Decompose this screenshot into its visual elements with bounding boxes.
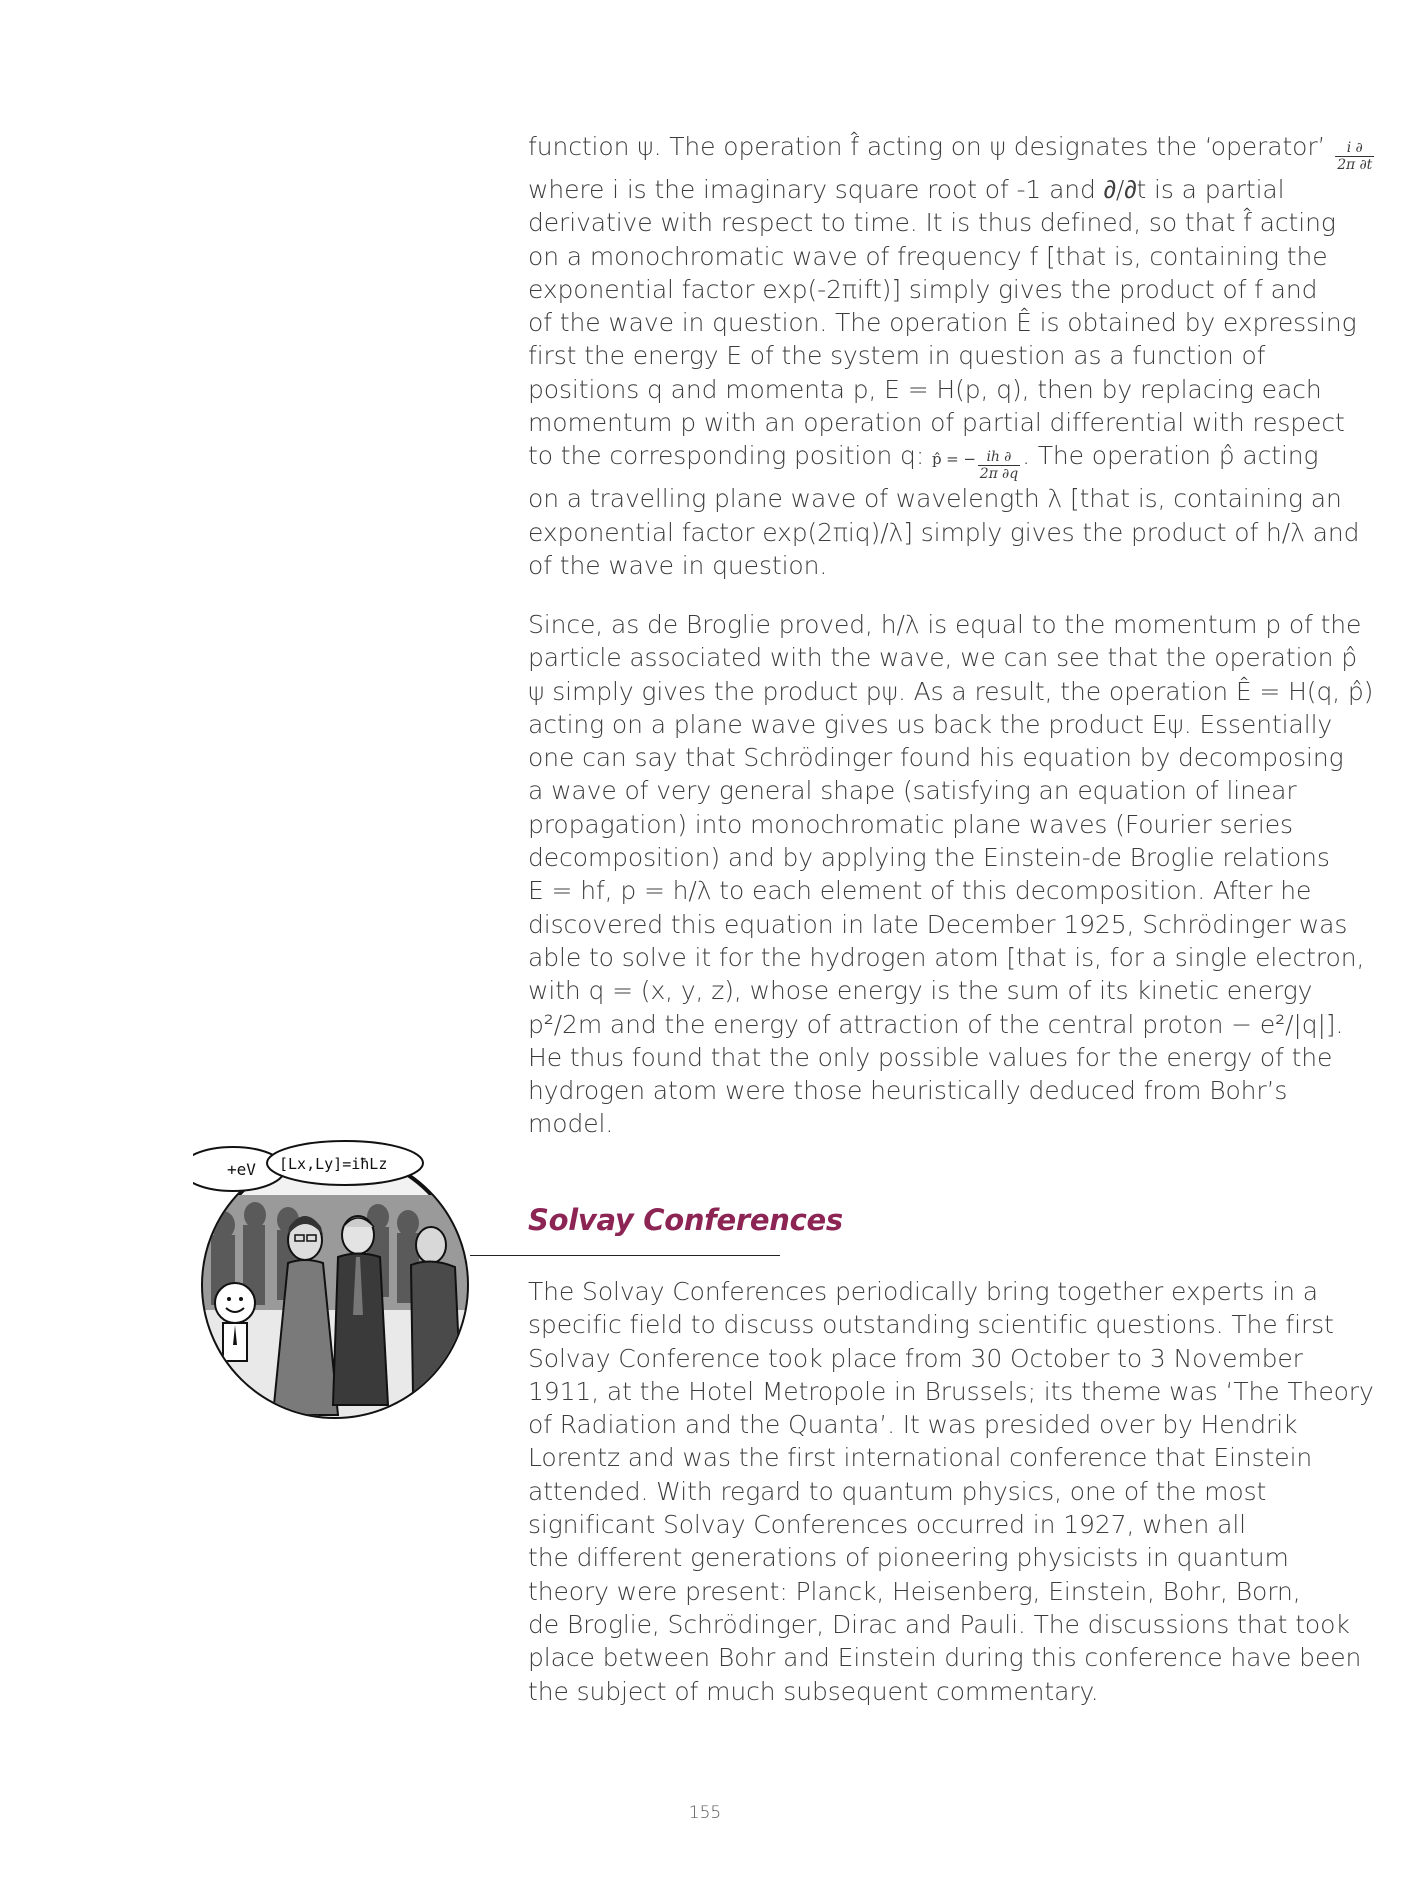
- section-heading: Solvay Conferences: [528, 1203, 843, 1237]
- text-line: able to solve it for the hydrogen atom [that is, for a single electron,: [528, 942, 1365, 972]
- fraction-i-over-2pi: $\frac{i \partial}{2\pi \partial t}$: [1337, 140, 1373, 173]
- text-line: Since, as de Broglie proved, h/λ is equal to the momentum p of the: [528, 610, 1362, 639]
- text-line: discovered this equation in late December 1925, Schrödinger was: [528, 909, 1348, 939]
- text-line: one can say that Schrödinger found his equation by decomposing: [528, 743, 1344, 773]
- text-line: propagation) into monochromatic plane waves (Fourier series: [528, 809, 1293, 839]
- text-line: to the corresponding position q: p̂ = − $\frac{ih \partial}{2\pi \partial q}$ . The operation p̂ acting: [528, 441, 1319, 483]
- text-line: The Solvay Conferences periodically bring together experts in a: [528, 1277, 1318, 1306]
- text-line: exponential factor exp(-2πift)] simply gives the product of f and: [528, 274, 1318, 304]
- text-line: He thus found that the only possible values for the energy of the: [528, 1042, 1333, 1072]
- fraction-ih-over-2pi: $\frac{ih \partial}{2\pi \partial q}$: [979, 449, 1019, 483]
- page-number: 155: [688, 1803, 722, 1823]
- text-line: de Broglie, Schrödinger, Dirac and Pauli. The discussions that took: [528, 1609, 1350, 1639]
- text-line: particle associated with the wave, we can see that the operation p̂: [528, 643, 1358, 673]
- heading-divider: [470, 1255, 780, 1256]
- text-line: on a travelling plane wave of wavelength λ [that is, containing an: [528, 484, 1342, 514]
- text-line: Lorentz and was the first international conference that Einstein: [528, 1443, 1313, 1473]
- text-line: model.: [528, 1109, 614, 1139]
- text-line: hydrogen atom were those heuristically deduced from Bohr’s: [528, 1076, 1288, 1106]
- paragraph-schrodinger-derivation: [528, 608, 1374, 1141]
- text-line: on a monochromatic wave of frequency f [that is, containing the: [528, 241, 1328, 271]
- text-line: with q = (x, y, z), whose energy is the sum of its kinetic energy: [528, 976, 1313, 1006]
- text-line: of the wave in question.: [528, 550, 828, 580]
- svg-text:[Lx,Ly]=iħLz: [Lx,Ly]=iħLz: [279, 1155, 388, 1173]
- text-line: exponential factor exp(2πiq)/λ] simply gives the product of h/λ and: [528, 517, 1360, 547]
- text-line: a wave of very general shape (satisfying an equation of linear: [528, 776, 1297, 806]
- text-line: theory were present: Planck, Heisenberg, Einstein, Bohr, Born,: [528, 1576, 1301, 1606]
- text-line: specific field to discuss outstanding scientific questions. The first: [528, 1310, 1334, 1340]
- text-line: where i is the imaginary square root of -1 and ∂/∂t is a partial: [528, 175, 1285, 204]
- text-line: of Radiation and the Quanta’. It was presided over by Hendrik: [528, 1410, 1298, 1440]
- svg-text:+eV: +eV: [227, 1160, 256, 1179]
- text-line: the subject of much subsequent commentary.: [528, 1676, 1099, 1706]
- text-line: first the energy E of the system in question as a function of: [528, 341, 1266, 371]
- text-line: derivative with respect to time. It is thus defined, so that f̂ acting: [528, 208, 1336, 238]
- text-line: place between Bohr and Einstein during this conference have been: [528, 1643, 1362, 1673]
- speech-bubble-right: [267, 1141, 423, 1185]
- text-line: ψ simply gives the product pψ. As a result, the operation Ê = H(q, p̂): [528, 676, 1374, 706]
- text-line: acting on a plane wave gives us back the product Eψ. Essentially: [528, 709, 1333, 739]
- text-line: of the wave in question. The operation Ê is obtained by expressing: [528, 308, 1357, 338]
- text-line: attended. With regard to quantum physics, one of the most: [528, 1476, 1267, 1506]
- paragraph-operator-definitions: [528, 130, 1373, 582]
- text-line: the different generations of pioneering physicists in quantum: [528, 1543, 1289, 1573]
- text-line: positions q and momenta p, E = H(p, q), then by replacing each: [528, 374, 1322, 404]
- text-line: E = hf, p = h/λ to each element of this decomposition. After he: [528, 876, 1312, 906]
- text-line: momentum p with an operation of partial differential with respect: [528, 408, 1345, 438]
- solvay-illustration: [193, 1135, 478, 1420]
- text-line: function ψ. The operation f̂ acting on ψ designates the ‘operator’ $\frac{i \partial}{2\pi \partial t}$: [528, 132, 1373, 173]
- paragraph-solvay-conferences: [528, 1275, 1374, 1708]
- text-line: Solvay Conference took place from 30 October to 3 November: [528, 1343, 1303, 1373]
- text-line: significant Solvay Conferences occurred in 1927, when all: [528, 1510, 1247, 1540]
- text-line: 1911, at the Hotel Metropole in Brussels; its theme was ‘The Theory: [528, 1376, 1374, 1406]
- text-line: decomposition) and by applying the Einstein-de Broglie relations: [528, 843, 1330, 873]
- text-line: p²/2m and the energy of attraction of the central proton − e²/|q|].: [528, 1009, 1344, 1039]
